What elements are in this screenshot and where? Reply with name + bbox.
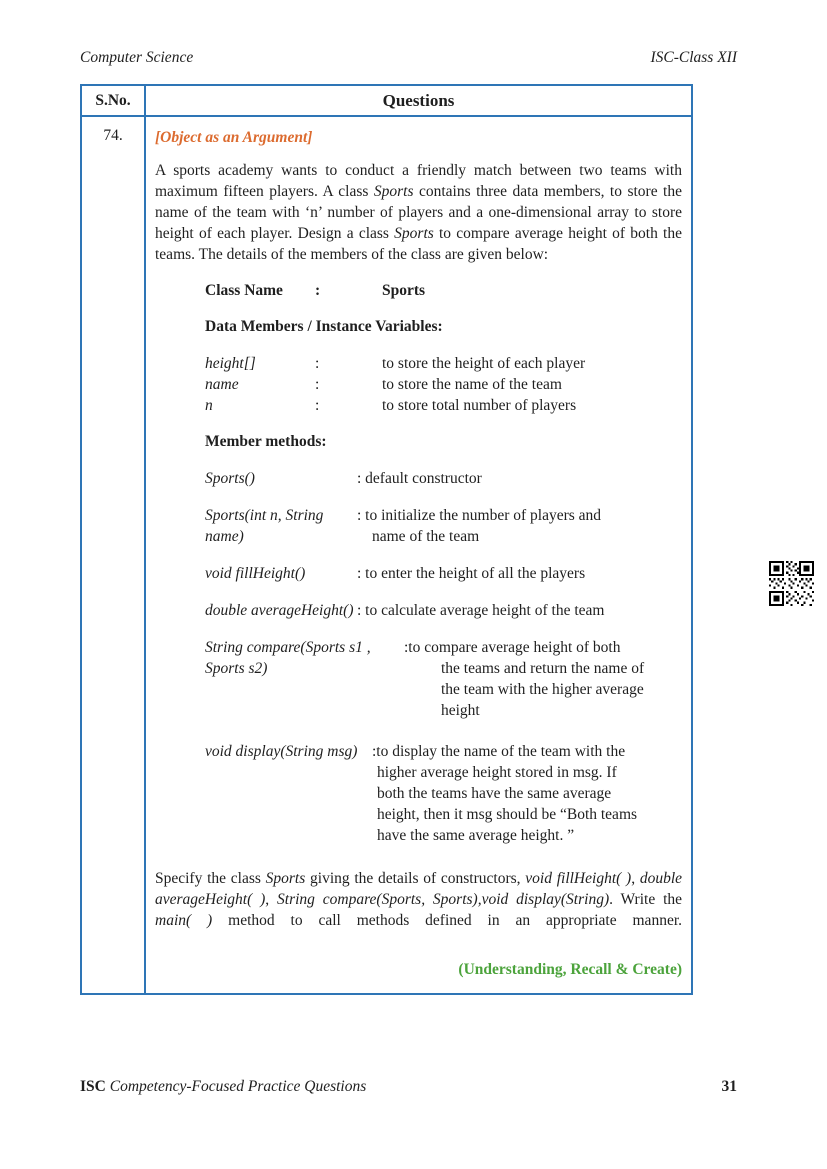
column-header-questions: Questions bbox=[382, 91, 455, 110]
data-member-name: n bbox=[205, 397, 213, 414]
data-member-colon: : bbox=[315, 397, 320, 414]
footer-title-italic: Competency-Focused Practice Questions bbox=[105, 1078, 367, 1095]
method-row bbox=[205, 637, 682, 721]
table-row bbox=[82, 117, 691, 993]
header-course: ISC-Class XII bbox=[650, 49, 737, 66]
table-header-row bbox=[82, 86, 691, 117]
data-member-colon: : bbox=[315, 376, 320, 393]
data-member-desc: to store total number of players bbox=[382, 397, 577, 414]
data-members-list bbox=[205, 353, 682, 416]
header-subject: Computer Science bbox=[80, 49, 194, 66]
qr-code-icon bbox=[769, 561, 814, 606]
question-intro-paragraph: A sports academy wants to conduct a friendly match between two teams with maximum fifteen players. A class Sports contains three data members, to store the name of the team with ‘n’ number of players and a one-dimensional array to store height of each player. Design a class Sports to compare average height of both the teams. The details of the members of the class are given below: bbox=[155, 162, 682, 263]
column-header-sno: S.No. bbox=[82, 86, 146, 115]
class-name-label: Class Name bbox=[205, 282, 283, 299]
question-number-cell bbox=[82, 117, 146, 993]
data-member-colon: : bbox=[315, 355, 320, 372]
method-signature: void display(String msg) bbox=[205, 743, 358, 760]
member-methods-heading: Member methods: bbox=[205, 433, 327, 450]
method-signature: double averageHeight() bbox=[205, 602, 354, 619]
question-cell bbox=[146, 117, 691, 993]
questions-table bbox=[80, 84, 693, 995]
method-signature: Sports(int n, String name) bbox=[205, 507, 324, 545]
data-member-name: height[] bbox=[205, 355, 256, 372]
method-desc: : default constructor bbox=[357, 470, 482, 487]
question-closing-paragraph: Specify the class Sports giving the details of constructors, void fillHeight( ), double averageHeight( ), String compare(Sports, Sports),void display(String). Write the main( ) method to call methods defined in an appropriate manner. bbox=[155, 870, 683, 929]
taxonomy-label: (Understanding, Recall & Create) bbox=[458, 961, 682, 978]
method-signature: String compare(Sports s1 , Sports s2) bbox=[205, 639, 371, 677]
class-name-value: Sports bbox=[382, 282, 426, 299]
page-header bbox=[80, 49, 737, 67]
method-row bbox=[205, 600, 682, 621]
method-signature: Sports() bbox=[205, 470, 255, 487]
method-row bbox=[205, 505, 682, 547]
data-member-row bbox=[205, 374, 682, 395]
method-desc: :to display the name of the team with the higher average height stored in msg. If both the teams have the same average height, then it msg should be “Both teams have the same average height. ” bbox=[372, 743, 638, 844]
page-footer bbox=[80, 1078, 737, 1096]
method-row bbox=[205, 468, 682, 489]
data-members-heading: Data Members / Instance Variables: bbox=[205, 318, 443, 335]
data-member-name: name bbox=[205, 376, 239, 393]
question-topic-tag: [Object as an Argument] bbox=[155, 129, 313, 146]
data-member-row bbox=[205, 353, 682, 374]
method-desc: : to calculate average height of the team bbox=[357, 602, 605, 619]
method-row bbox=[205, 563, 682, 584]
method-desc: :to compare average height of both the teams and return the name of the team with the higher average height bbox=[404, 639, 645, 719]
method-row bbox=[205, 741, 682, 846]
data-member-desc: to store the height of each player bbox=[382, 355, 586, 372]
method-desc: : to enter the height of all the players bbox=[357, 565, 586, 582]
class-spec-block bbox=[205, 280, 682, 846]
class-name-colon: : bbox=[315, 282, 321, 299]
method-signature: void fillHeight() bbox=[205, 565, 306, 582]
page-number: 31 bbox=[721, 1078, 737, 1095]
data-member-desc: to store the name of the team bbox=[382, 376, 562, 393]
question-number: 74. bbox=[103, 127, 123, 144]
class-name-row bbox=[205, 280, 682, 301]
data-member-row bbox=[205, 395, 682, 416]
footer-title-bold: ISC bbox=[80, 1078, 106, 1095]
footer-title bbox=[80, 1078, 366, 1096]
method-desc: : to initialize the number of players and name of the team bbox=[357, 507, 602, 545]
